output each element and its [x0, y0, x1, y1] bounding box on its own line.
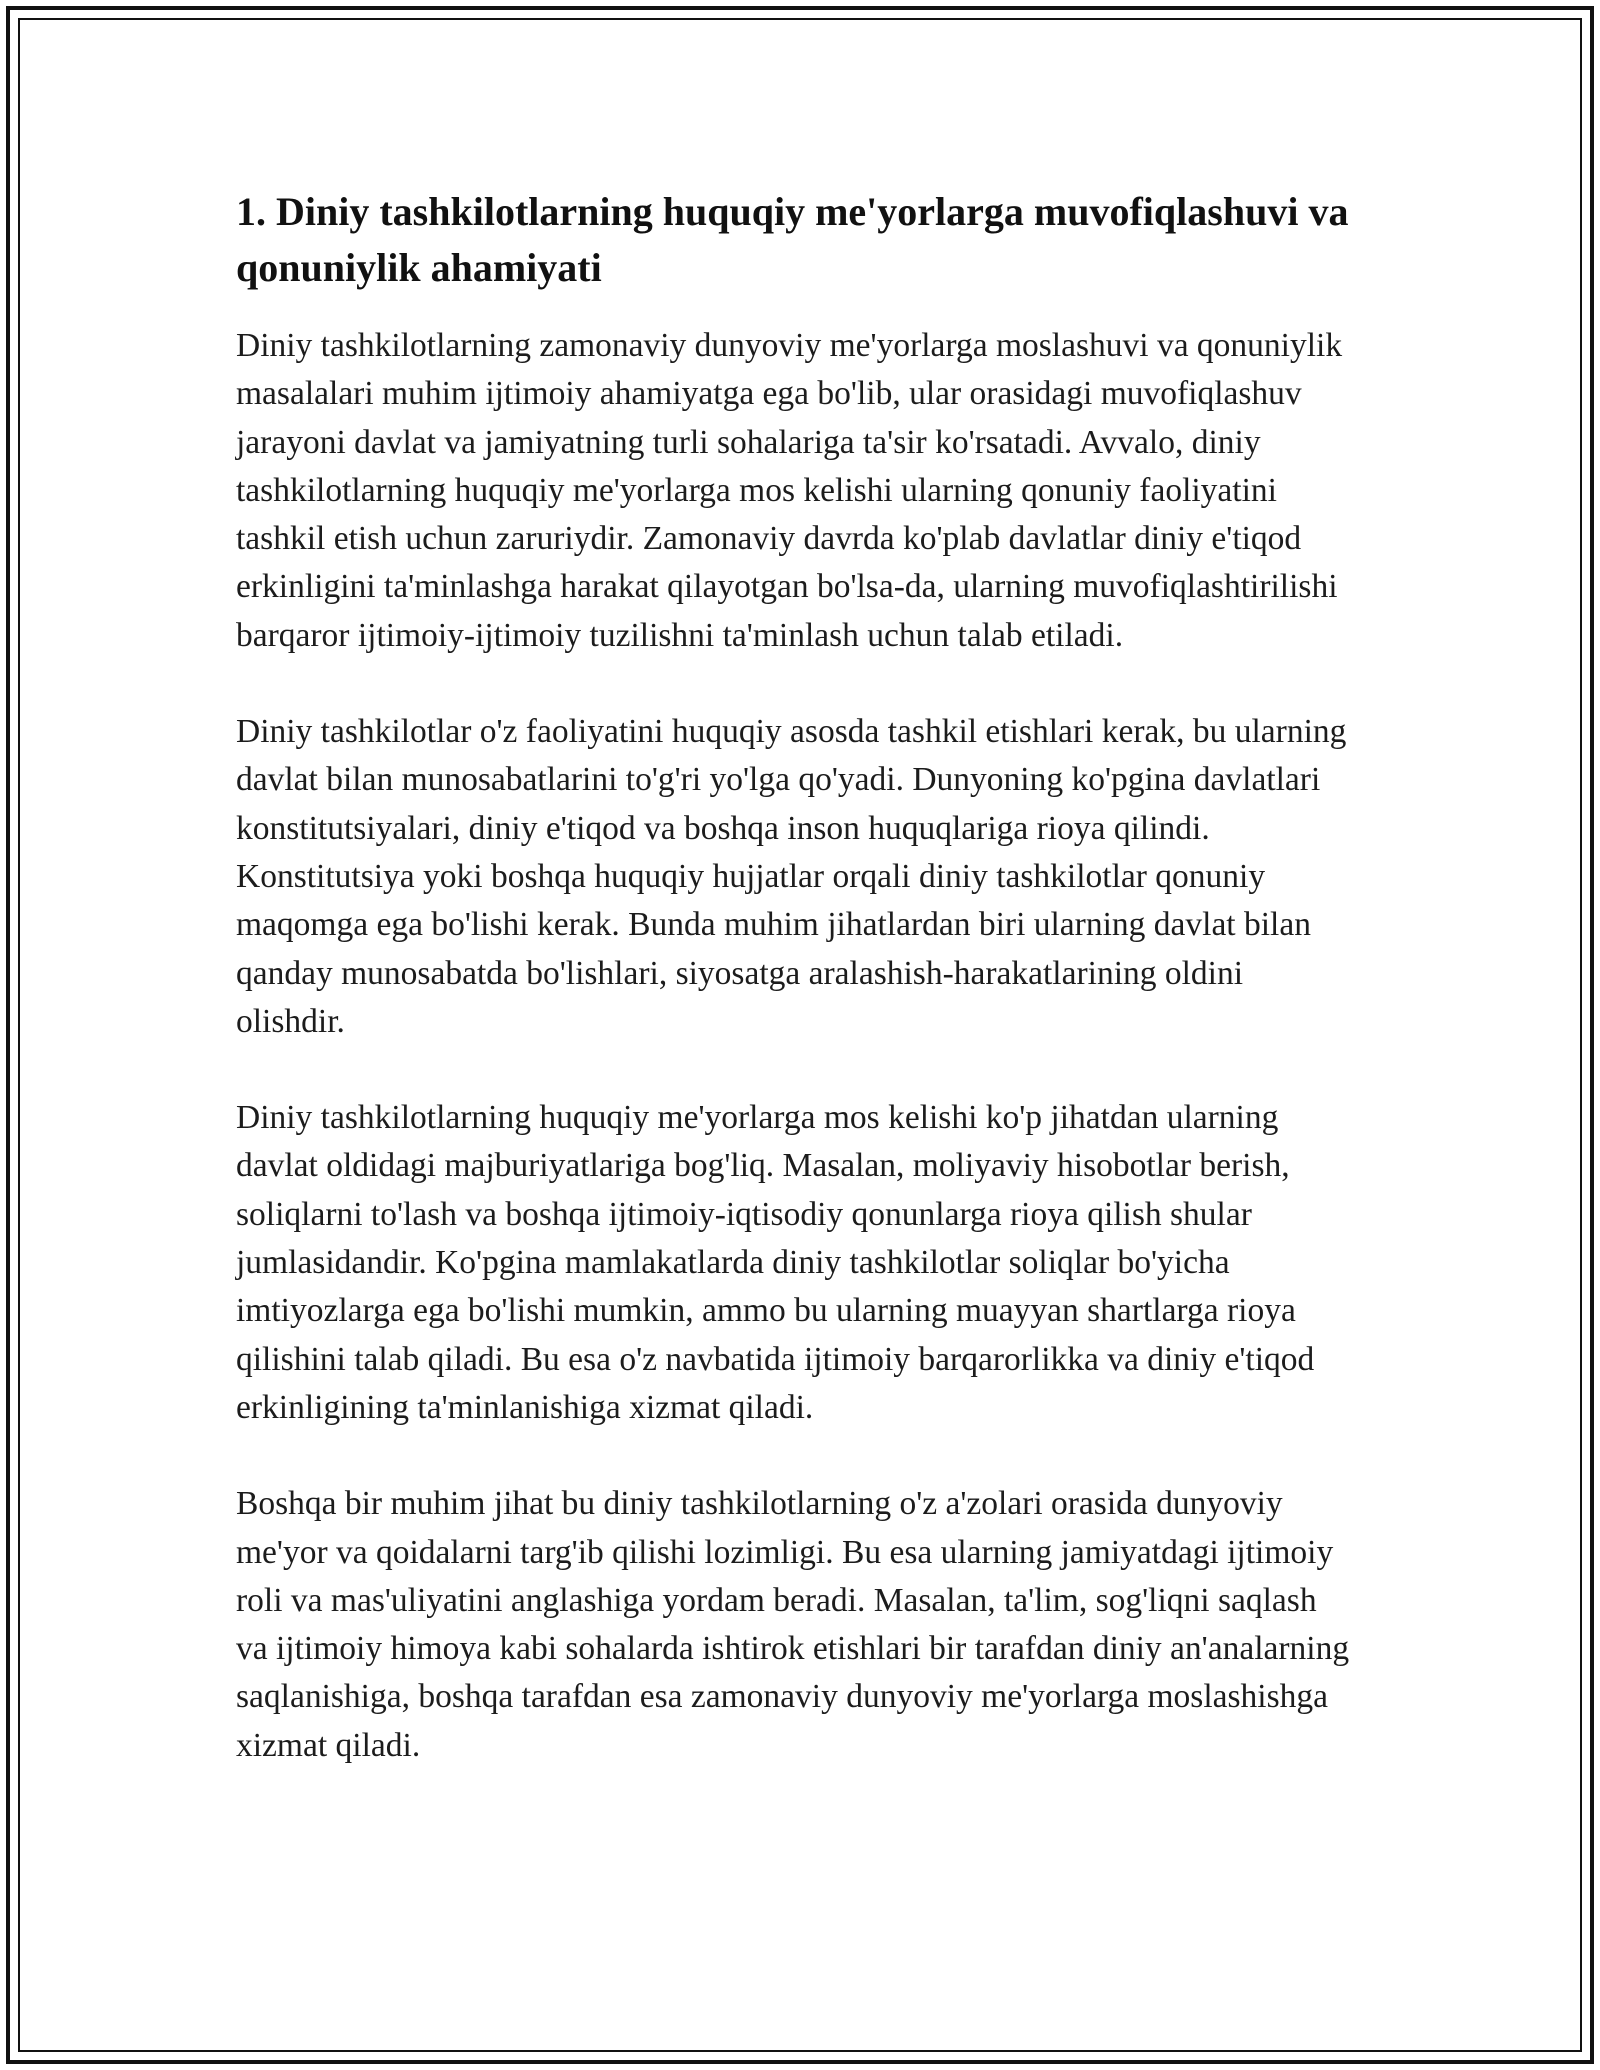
section-title: 1. Diniy tashkilotlarning huquqiy me'yorlarga muvofiqlashuvi va qonuniylik ahamiyati — [236, 189, 1349, 290]
paragraph-4: Boshqa bir muhim jihat bu diniy tashkilotlarning o'z a'zolari orasida dunyoviy me'yor va qoidalarni targ'ib qilishi lozimligi. Bu esa ularning jamiyatdagi ijtimoiy roli va mas'uliyatini anglashiga yordam beradi. Masalan, ta'lim, sog'liqni saqlash va ijtimoiy himoya kabi sohalarda ishtirok etishlari bir tarafdan diniy an'analarning saqlanishiga, boshqa tarafdan esa zamonaviy dunyoviy me'yorlarga moslashishga xizmat qiladi. — [236, 1485, 1350, 1764]
document-body — [236, 184, 1356, 1818]
paragraph-1: Diniy tashkilotlarning zamonaviy dunyoviy me'yorlarga moslashuvi va qonuniylik masalalari muhim ijtimoiy ahamiyatga ega bo'lib, ular orasidagi muvofiqlashuv jarayoni davlat va jamiyatning turli sohalariga ta'sir ko'rsatadi. Avvalo, diniy tashkilotlarning huquqiy me'yorlarga mos kelishi ularning qonuniy faoliyatini tashkil etish uchun zaruriydir. Zamonaviy davrda ko'plab davlatlar diniy e'tiqod erkinligini ta'minlashga harakat qilayotgan bo'lsa-da, ularning muvofiqlashtirilishi barqaror ijtimoiy-ijtimoiy tuzilishni ta'minlash uchun talab etiladi. — [236, 327, 1343, 654]
paragraph-2: Diniy tashkilotlar o'z faoliyatini huquqiy asosda tashkil etishlari kerak, bu ularning davlat bilan munosabatlarini to'g'ri yo'lga qo'yadi. Dunyoning ko'pgina davlatlari konstitutsiyalari, diniy e'tiqod va boshqa inson huquqlariga rioya qilindi. Konstitutsiya yoki boshqa huquqiy hujjatlar orqali diniy tashkilotlar qonuniy maqomga ega bo'lishi kerak. Bunda muhim jihatlardan biri ularning davlat bilan qanday munosabatda bo'lishlari, siyosatga aralashish-harakatlarining oldini olishdir. — [236, 713, 1347, 1040]
paragraph-3: Diniy tashkilotlarning huquqiy me'yorlarga mos kelishi ko'p jihatdan ularning davlat oldidagi majburiyatlariga bog'liq. Masalan, moliyaviy hisobotlar berish, soliqlarni to'lash va boshqa ijtimoiy-iqtisodiy qonunlarga rioya qilish shular jumlasidandir. Ko'pgina mamlakatlarda diniy tashkilotlar soliqlar bo'yicha imtiyozlarga ega bo'lishi mumkin, ammo bu ularning muayyan shartlarga rioya qilishini talab qiladi. Bu esa o'z navbatida ijtimoiy barqarorlikka va diniy e'tiqod erkinligining ta'minlanishiga xizmat qiladi. — [236, 1099, 1315, 1426]
